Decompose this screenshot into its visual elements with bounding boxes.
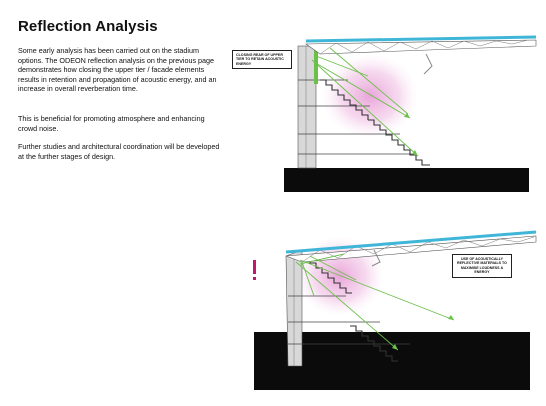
benefit-paragraph: This is beneficial for promoting atmosphere and enhancing crowd noise. (18, 114, 205, 133)
page-title: Reflection Analysis (18, 18, 158, 35)
closed-rear-facade (314, 48, 318, 84)
bottom-stadium-section (240, 226, 540, 396)
speaker-icon (424, 54, 432, 74)
acoustic-energy-zone (322, 54, 418, 138)
intro-paragraph: Some early analysis has been carried out on the stadium options. The ODEON reflection analysis on the previous page demonstrates how closing the upper tier / facade elements results in retention and propagation of acoustic energy, and an increase in overall reverberation time. (18, 46, 217, 94)
further-studies-paragraph: Further studies and architectural coordination will be developed at the further stages of design. (18, 142, 220, 161)
ground-mass (284, 168, 529, 192)
alert-icon (253, 260, 256, 280)
bottom-annotation-label: USE OF ACOUSTICALLY REFLECTIVE MATERIALS TO MAXIMISE LOUDNESS & ENERGY (452, 254, 512, 278)
top-annotation-label: CLOSING REAR OF UPPER TIER TO RETAIN ACOUSTIC ENERGY (232, 50, 292, 69)
